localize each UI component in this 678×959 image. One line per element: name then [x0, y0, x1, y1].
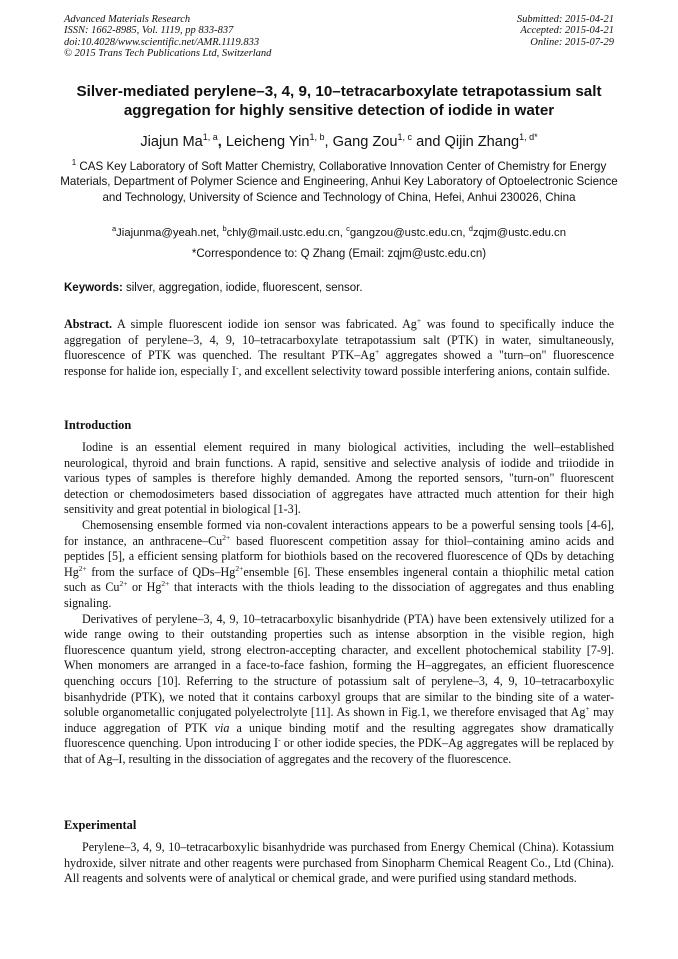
paragraph-text: ensemble [6]. These ensembles ingeneral contain a thiophilic metal cation such as Cu: [64, 564, 615, 595]
keywords-text: silver, aggregation, iodide, fluorescent, sensor.: [122, 282, 363, 294]
charge-sup: -: [278, 735, 281, 745]
charge-sup: +: [375, 347, 380, 357]
correspondence: *Correspondence to: Q Zhang (Email: zqjm@ustc.edu.cn): [191, 248, 487, 260]
email-b: chly@mail.ustc.edu.cn,: [226, 226, 347, 239]
submitted-date: Submitted: 2015-04-21: [516, 14, 614, 25]
author-affil-sup: 1, a: [202, 132, 218, 142]
email-c: gangzou@ustc.edu.cn,: [349, 226, 469, 239]
journal-name: Advanced Materials Research: [64, 14, 191, 25]
author-name: Jiajun Ma: [140, 133, 203, 150]
email-sup: d: [468, 224, 473, 233]
email-d: zqjm@ustc.edu.cn: [472, 226, 566, 239]
abstract: [64, 317, 614, 379]
charge-sup: 2+: [235, 563, 244, 573]
introduction-body: [64, 440, 614, 767]
paragraph-text: may induce aggregation of PTK: [64, 705, 614, 735]
affiliation-text: CAS Key Laboratory of Soft Matter Chemistry, Collaborative Innovation Center of Chemistry for Energy Materials, Department of Polymer Science and Engineering, Anhui Key Laboratory of Optoelectronic Science and Technology, University of Science and Technology of China, Hefei, Anhui 230026, China: [60, 159, 618, 205]
online-date: Online: 2015-07-29: [530, 36, 614, 48]
copyright-line: © 2015 Trans Tech Publications Ltd, Switzerland: [64, 48, 272, 60]
keywords: [64, 281, 624, 295]
doi-line: doi:10.4028/www.scientific.net/AMR.1119.833: [64, 36, 260, 48]
intro-paragraph-3: [64, 612, 614, 768]
introduction-heading: Introduction: [64, 418, 132, 432]
abstract-text: , and excellent selectivity toward possible interfering anions, contain sulfide.: [238, 363, 610, 378]
paragraph-text: or other iodide species, the PDK–Ag aggregates will be replaced by that of Ag–I, resulting in the dissociation of aggregates and the recovery of the fluorescence.: [64, 736, 614, 766]
paragraph-text: from the surface of QDs–Hg: [86, 564, 236, 579]
email-sup: b: [222, 224, 227, 233]
accepted-date: Accepted: 2015-04-21: [520, 25, 614, 37]
affiliation-sup: 1: [71, 158, 77, 167]
experimental-paragraph-1: Perylene–3, 4, 9, 10–tetracarboxylic bisanhydride was purchased from Energy Chemical (China). Kotassium hydroxide, silver nitrate and other reagents were purchased from Sinopharm Chemical Reagent Co., Ltd (China). All reagents and solvents were of analytical or chemical grade, and were purified using standard methods.: [64, 840, 614, 886]
abstract-label: Abstract.: [64, 317, 113, 331]
experimental-heading: Experimental: [64, 818, 137, 832]
intro-paragraph-1: Iodine is an essential element required in many biological activities, including the well–established neurological, thyroid and brain functions. A rapid, sensitive and selective analysis of iodide and triiodide in various types of samples is therefore highly demanded. Among the reported sensors, "turn-on" fluorescent detection or chemodosimeters based dissociation of aggregates have attracted much attention for their high sensitivity and great potential in biological [1-3].: [64, 440, 614, 517]
keywords-label: Keywords:: [64, 282, 123, 294]
paragraph-text: Derivatives of perylene–3, 4, 9, 10–tetracarboxylic bisanhydride (PTA) have been extensively utilized for a wide range owing to their outstanding properties such as intense absorption in the visible region, high fluorescence quantum yield, strong electron-accepting character, and excellent photochemical stability [7-9]. When monomers are arranged in a face-to-face fashion, forming the H–aggregates, an efficient fluorescence quenching occurs [10]. Referring to the structure of potassium salt of perylene–3, 4, 9, 10–tetracarboxylic bisanhydride (PTK), we noted that it contains carboxyl groups that are similar to the binding site of a water-soluble organometallic conjugated polyelectrolyte [11]. As shown in Fig.1, we therefore envisaged that Ag: [64, 611, 614, 720]
paragraph-text: or Hg: [127, 580, 162, 595]
author-name: Qijin Zhang: [444, 133, 520, 150]
title-line-2: aggregation for highly sensitive detection of iodide in water: [123, 102, 555, 119]
italic-text: via: [214, 720, 230, 735]
paragraph-text: a unique binding motif and the resulting aggregates show dramatically fluorescence quenching. Upon introducing I: [64, 720, 614, 751]
title-line-1: Silver-mediated perylene–3, 4, 9, 10–tetracarboxylate tetrapotassium salt: [76, 83, 602, 100]
email-sup: c: [346, 224, 350, 233]
charge-sup: +: [585, 704, 590, 714]
paragraph-text: Chemosensing ensemble formed via non-covalent interactions appears to be a powerful sensing tools [4-6], for instance, an anthracene–Cu: [64, 517, 614, 548]
author-name: Gang Zou: [332, 133, 398, 150]
abstract-text: aggregates showed a "turn–on" fluorescence response for halide ion, especially I: [64, 348, 614, 378]
experimental-body: [64, 840, 614, 887]
charge-sup: 2+: [161, 579, 170, 589]
author-list: [20, 128, 658, 151]
issn-line: ISSN: 1662-8985, Vol. 1119, pp 833-837: [64, 25, 234, 37]
paper-title: [40, 82, 638, 120]
email-a: Jiajunma@yeah.net,: [116, 226, 223, 239]
author-affil-sup: 1, c: [397, 132, 413, 142]
abstract-text: was found to specifically induce the aggregation of perylene–3, 4, 9, 10–tetracarboxylate tetrapotassium salt (PTK) in water, simultaneously, fluorescence of PTK was quenched. The resultant PTK–Ag: [64, 317, 614, 363]
intro-paragraph-2: [64, 518, 614, 612]
author-emails: [30, 222, 648, 240]
charge-sup: 2+: [78, 563, 87, 573]
author-separator: ,: [217, 133, 226, 150]
journal-header-left: [64, 14, 271, 60]
author-affil-sup: 1, b: [309, 132, 325, 142]
email-sup: a: [111, 224, 117, 233]
charge-sup: 2+: [222, 532, 231, 542]
journal-header-right: [517, 14, 614, 48]
author-separator: and: [412, 133, 445, 150]
charge-sup: +: [416, 315, 422, 325]
abstract-text: A simple fluorescent iodide ion sensor was fabricated. Ag: [112, 317, 417, 331]
affiliation: [60, 155, 618, 206]
charge-sup: 2+: [119, 579, 128, 589]
charge-sup: -: [235, 362, 239, 372]
author-separator: ,: [324, 133, 333, 150]
author-name: Leicheng Yin: [225, 133, 310, 150]
paragraph-text: that interacts with the thiols leading to the dissociation of aggregates and thus enabling signaling.: [64, 580, 615, 610]
paragraph-text: based fluorescent competition assay for thiol–containing amino acids and peptides [5], a efficient sensing platform for biothiols based on the recovered fluorescence of QDs by detaching Hg: [64, 533, 614, 579]
author-affil-sup: 1, d*: [519, 132, 538, 142]
